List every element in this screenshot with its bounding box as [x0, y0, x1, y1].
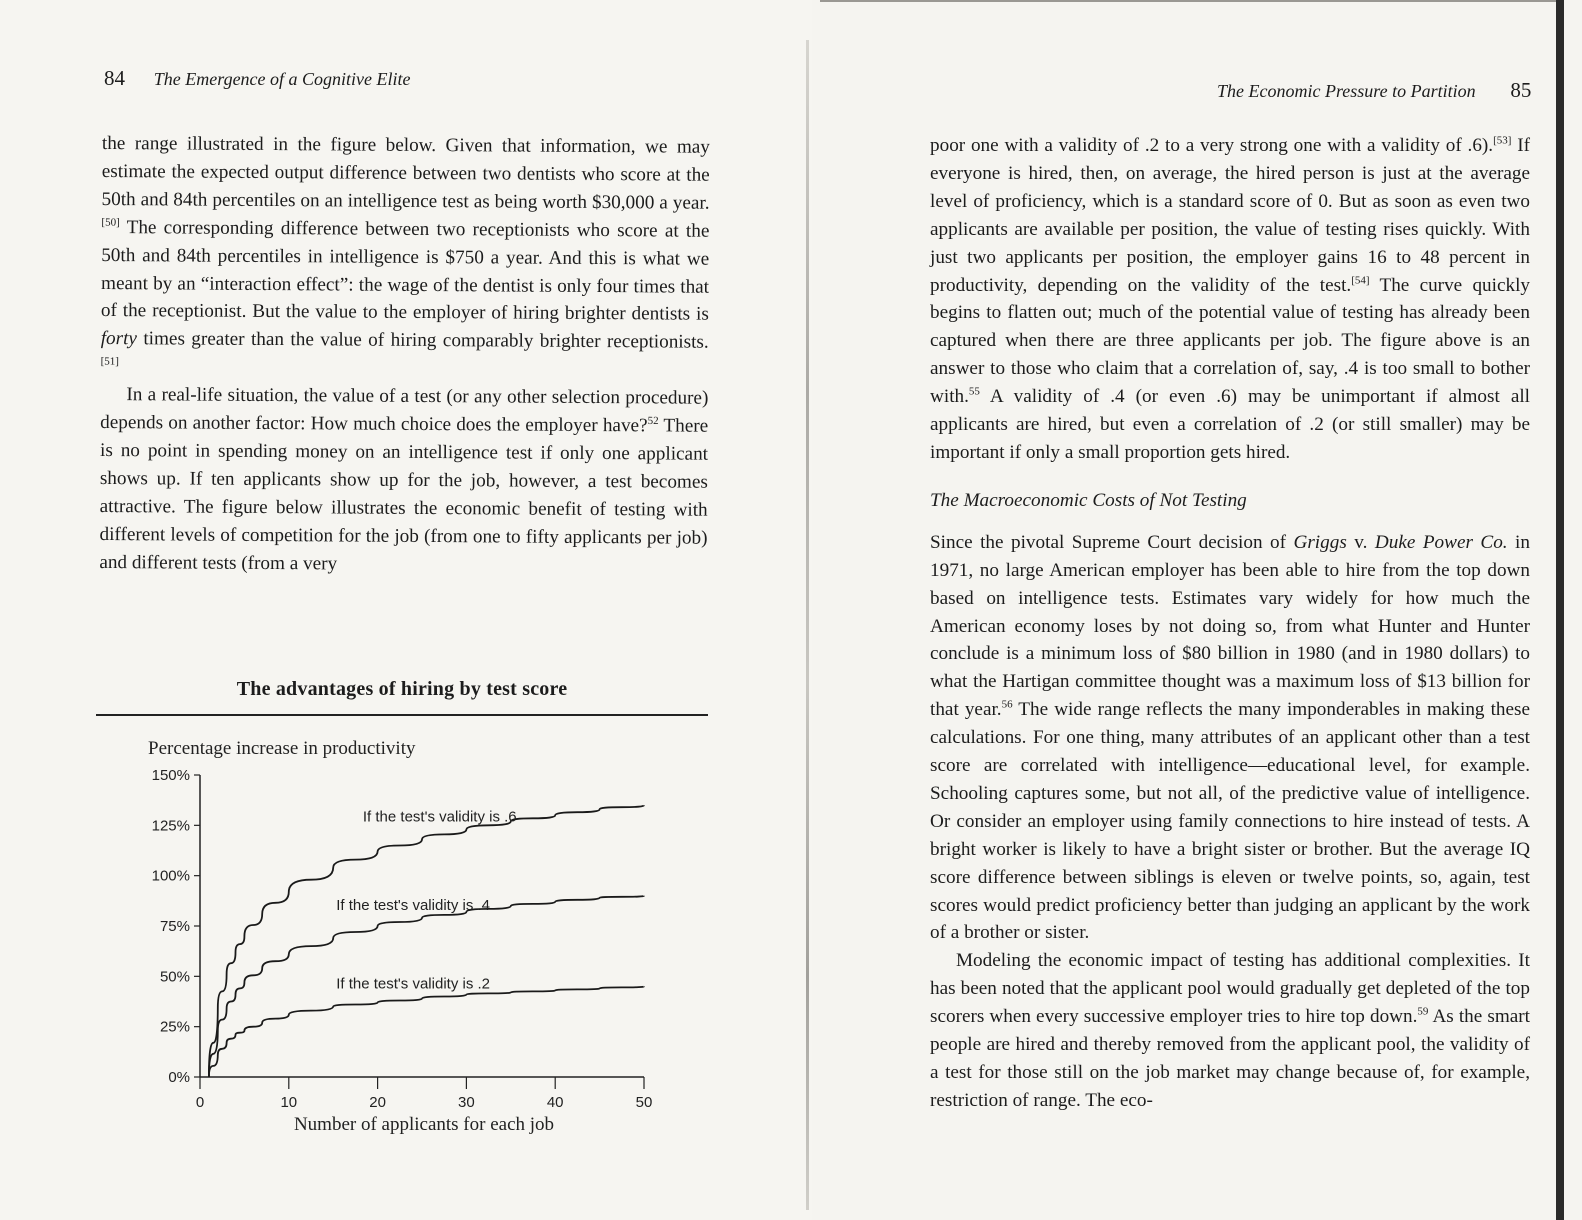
- text-run: As the smart people are hired and thereby removed from the applicant pool, the validity of a test for those still on the job market may change because of, for example, restriction of range. The eco-: [930, 1006, 1530, 1111]
- y-tick-label: 100%: [151, 867, 190, 885]
- left-running-title: The Emergence of a Cognitive Elite: [153, 69, 411, 89]
- text-run: Modeling the economic impact of testing has additional complexities. It has been noted that the applicant pool would gradually get depleted of the top scorers when every successive employer tries to hire top down.: [930, 950, 1530, 1028]
- x-axis-title: Number of applicants for each job: [293, 1114, 555, 1135]
- text-run: the range illustrated in the figure below. Given that information, we may estimate the expected output difference between two dentists who score at the 50th and 84th percentiles on an intelligence test as being worth $30,000 a year.: [101, 132, 710, 214]
- x-tick-label: 50: [635, 1094, 653, 1111]
- right-page-number: 85: [1510, 78, 1532, 102]
- text-run: There is no point in spending money on an intelligence test if only one applicant shows up. If ten applicants show up for the job, however, a test becomes attractive. The figure below illustrates the economic benefit of testing with different levels of competition for the job (from one to fifty applicants per job) and different tests (from a very: [99, 415, 709, 575]
- figure-title-rule: [96, 714, 708, 716]
- emphasis: Griggs: [1293, 531, 1347, 553]
- series-line: [209, 805, 644, 1077]
- x-tick-label: 0: [195, 1094, 205, 1111]
- text-run: Since the pivotal Supreme Court decision of: [930, 531, 1294, 553]
- y-tick-label: 125%: [151, 817, 190, 835]
- footnote-ref: [54]: [1351, 274, 1370, 287]
- y-tick-label: 50%: [159, 968, 190, 986]
- footnote-ref: [51]: [100, 355, 119, 368]
- text-run: poor one with a validity of .2 to a very strong one with a validity of .6).: [930, 135, 1494, 156]
- footnote-ref: [50]: [101, 216, 120, 229]
- text-run: A validity of .4 (or even .6) may be unimportant if almost all applicants are hired, but even a correlation of .2 (or still smaller) may be important if only a small proportion gets hired.: [930, 386, 1530, 463]
- text-run: The corresponding difference between two receptionists who score at the 50th and 84th percentiles in intelligence is $750 a year. And this is what we meant by an “interaction effect”: the wage of the dentist is only four times that of the receptionist. But the value to the employer of hiring brighter dentists is: [100, 216, 710, 326]
- paragraph: [99, 381, 708, 580]
- series-label: If the test's validity is .6: [362, 808, 517, 826]
- page-top-edge: [820, 0, 1560, 2]
- series-label: If the test's validity is .2: [336, 975, 491, 993]
- emphasis: forty: [100, 328, 138, 350]
- x-tick-label: 20: [369, 1094, 386, 1111]
- figure-title: The advantages of hiring by test score: [236, 678, 568, 700]
- text-run: If everyone is hired, then, on average, the hired person is just at the average level of proficiency, which is a standard score of 0. But as soon as even two applicants are available per position, the value of testing rises quickly. With just two applicants per position, the employer gains 16 to 48 percent in productivity, depending on the validity of the test.: [930, 135, 1531, 296]
- series-line: [209, 986, 644, 1077]
- emphasis: Duke Power Co.: [1374, 531, 1508, 553]
- book-gutter: [806, 40, 809, 1210]
- right-running-header: [1217, 78, 1531, 103]
- text-run: In a real-life situation, the value of a test (or any other selection procedure) depends on another factor: How much choice does the employer have?: [100, 384, 709, 437]
- text-run: The curve quickly begins to flatten out; much of the potential value of testing has already been captured when there are three applicants per job. The figure above is an answer to those who claim that a correlation of, say, .4 is too small to bother with.: [930, 274, 1530, 408]
- x-tick-label: 10: [280, 1094, 298, 1111]
- text-run: The wide range reflects the many imponderables in making these calculations. For one thing, many attributes of an applicant other than a test score are correlated with intelligence—educational level, for example. Schooling captures some, but not all, of the predictive value of intelligence. Or consider an employer using family connections to hire instead of tests. A bright worker is likely to have a bright sister or brother. But the average IQ score difference between siblings is eleven or twelve points, so, again, test scores would predict proficiency better than judging an applicant by the work of a brother or sister.: [930, 699, 1530, 944]
- right-body-text: [930, 132, 1530, 1115]
- footnote-ref: 59: [1417, 1005, 1429, 1018]
- left-running-header: [104, 66, 411, 91]
- line-chart: [96, 720, 716, 1150]
- y-tick-label: 25%: [159, 1018, 190, 1036]
- left-page-number: 84: [104, 66, 125, 90]
- figure: [96, 670, 716, 1150]
- chart-series: [209, 805, 644, 1077]
- footnote-ref: 55: [968, 385, 980, 398]
- y-axis-title: Percentage increase in productivity: [148, 738, 416, 759]
- paragraph: [100, 130, 710, 385]
- right-running-title: The Economic Pressure to Partition: [1217, 81, 1476, 101]
- left-body-text: [99, 130, 710, 580]
- footnote-ref: 56: [1001, 698, 1013, 711]
- x-tick-label: 30: [458, 1094, 475, 1111]
- text-run: in 1971, no large American employer has been able to hire from the top down based on intelligence tests. Estimates vary widely for how much the American economy loses by not doing so, from what Hunter and Hunter conclude is a minimum loss of $80 billion in 1980 (and in 1980 dollars) to what the Hartigan committee thought was a maximum loss of $13 billion for that year.: [930, 531, 1530, 721]
- paragraph: [930, 132, 1530, 467]
- paragraph: [930, 529, 1530, 948]
- footnote-ref: 52: [647, 415, 659, 428]
- section-heading: The Macroeconomic Costs of Not Testing: [930, 489, 1247, 511]
- text-run: times greater than the value of hiring comparably brighter receptionists.: [136, 328, 709, 354]
- y-tick-label: 0%: [168, 1069, 190, 1086]
- series-label: If the test's validity is .4: [336, 896, 491, 914]
- y-tick-label: 150%: [151, 767, 190, 784]
- text-run: v.: [1346, 531, 1375, 553]
- footnote-ref: [53]: [1493, 134, 1512, 147]
- y-tick-label: 75%: [159, 918, 190, 935]
- x-tick-label: 40: [546, 1094, 564, 1111]
- paragraph: [930, 947, 1530, 1114]
- scan-border: [1556, 0, 1564, 1220]
